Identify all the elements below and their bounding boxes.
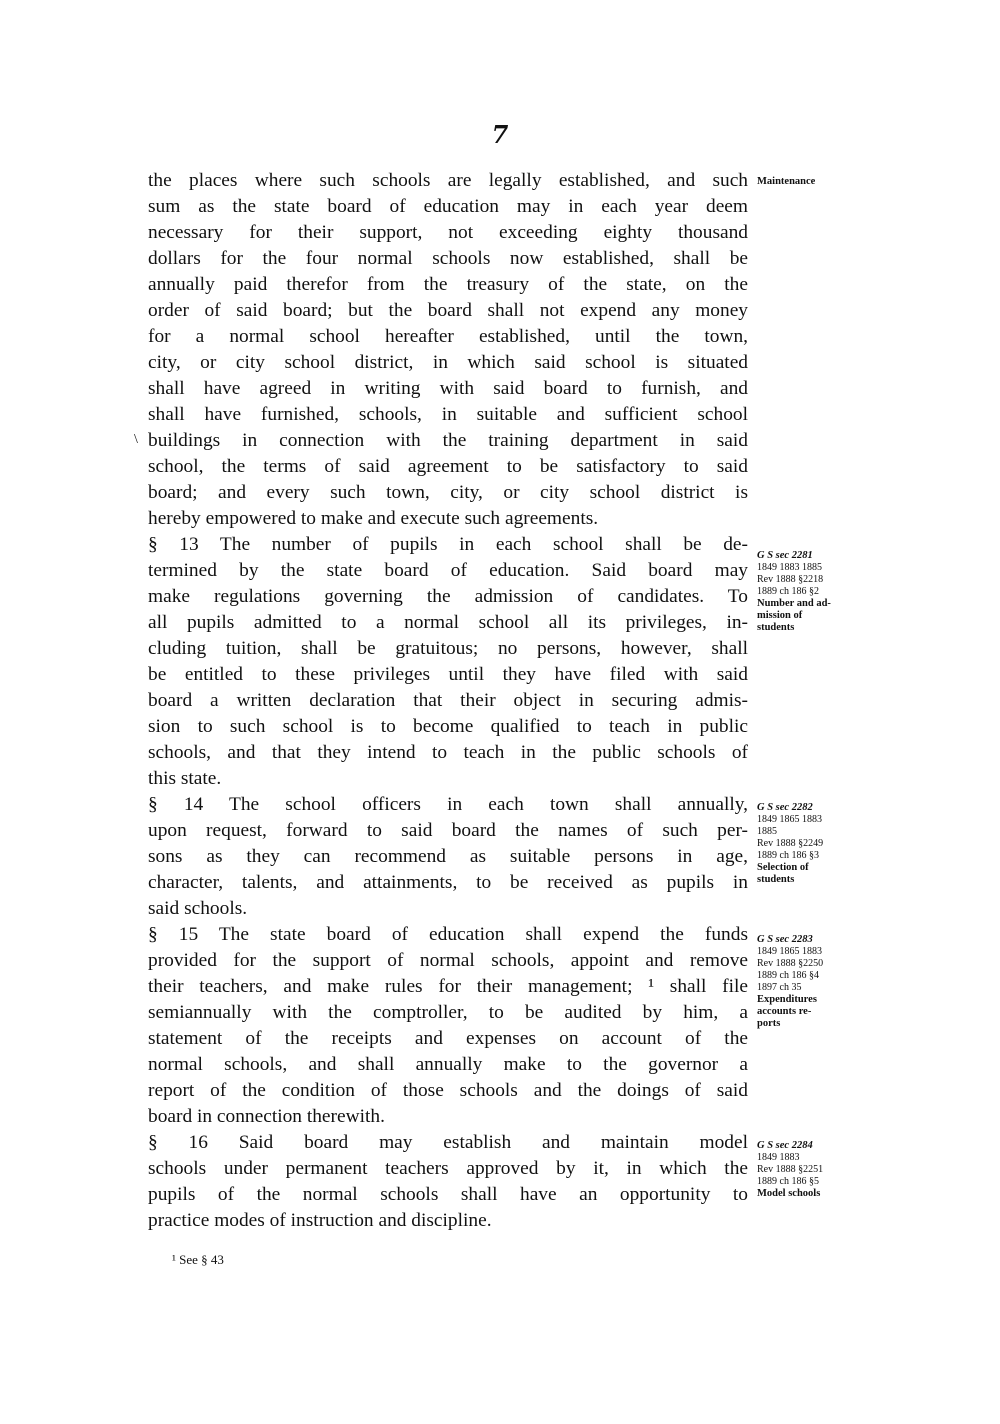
margin-topic: Number and ad-: [757, 598, 831, 609]
margin-cite: Rev 1888 §2250: [757, 958, 824, 969]
body-line: semiannually with the comptroller, to be audited by him, a: [148, 1002, 748, 1023]
margin-topic: Model schools: [757, 1188, 821, 1199]
margin-cite: Rev 1888 §2249: [757, 838, 824, 849]
body-line: character, talents, and attainments, to be received as pupils in: [148, 872, 748, 893]
margin-topic: Maintenance: [757, 176, 816, 187]
margin-cite: Rev 1888 §2218: [757, 574, 824, 585]
body-line: pupils of the normal schools shall have an opportunity to: [148, 1184, 748, 1205]
body-line: buildings in connection with the training department in said: [148, 430, 748, 451]
body-line: all pupils admitted to a normal school all its privileges, in-: [148, 612, 748, 633]
body-line: annually paid therefor from the treasury of the state, on the: [148, 274, 748, 295]
body-line: § 14 The school officers in each town shall annually,: [148, 794, 748, 815]
body-line: shall have furnished, schools, in suitable and sufficient school: [148, 404, 748, 425]
body-line: board in connection therewith.: [148, 1106, 385, 1127]
margin-topic: accounts re-: [757, 1006, 812, 1017]
margin-cite: 1849 1865 1883: [757, 946, 822, 957]
body-line: upon request, forward to said board the names of such per-: [148, 820, 748, 841]
margin-ref: G S sec 2282: [757, 802, 813, 813]
body-line: school, the terms of said agreement to be satisfactory to said: [148, 456, 748, 477]
margin-note-s14: [757, 802, 857, 886]
body-line: sons as they can recommend as suitable persons in age,: [148, 846, 748, 867]
margin-topic: students: [757, 874, 795, 885]
margin-cite: 1889 ch 186 §2: [757, 586, 819, 597]
body-line: § 13 The number of pupils in each school shall be de-: [148, 534, 748, 555]
margin-ref: G S sec 2284: [757, 1140, 813, 1151]
margin-cite: 1849 1865 1883: [757, 814, 822, 825]
margin-ref: G S sec 2283: [757, 934, 813, 945]
margin-topic: Selection of: [757, 862, 809, 873]
margin-topic: mission of: [757, 610, 803, 621]
body-line: be entitled to these privileges until they have filed with said: [148, 664, 748, 685]
body-line: dollars for the four normal schools now established, shall be: [148, 248, 748, 269]
body-line: board; and every such town, city, or city school district is: [148, 482, 748, 503]
stray-mark: \: [134, 432, 138, 447]
body-text: [148, 168, 748, 1234]
margin-ref: G S sec 2281: [757, 550, 813, 561]
body-line: report of the condition of those schools and the doings of said: [148, 1080, 748, 1101]
body-line: termined by the state board of education. Said board may: [148, 560, 748, 581]
body-line: provided for the support of normal schools, appoint and remove: [148, 950, 748, 971]
margin-topic: ports: [757, 1018, 781, 1029]
body-line: statement of the receipts and expenses on account of the: [148, 1028, 748, 1049]
margin-cite: 1897 ch 35: [757, 982, 802, 993]
body-line: said schools.: [148, 898, 248, 919]
body-line: cluding tuition, shall be gratuitous; no persons, however, shall: [148, 638, 748, 659]
body-line: board a written declaration that their object in securing admis-: [148, 690, 748, 711]
body-line: § 16 Said board may establish and maintain model: [148, 1132, 748, 1153]
body-line: necessary for their support, not exceeding eighty thousand: [148, 222, 748, 243]
body-line: for a normal school hereafter established, until the town,: [148, 326, 748, 347]
margin-cite: 1849 1883: [757, 1152, 800, 1163]
body-line: schools under permanent teachers approved by it, in which the: [148, 1158, 748, 1179]
body-line: their teachers, and make rules for their management; ¹ shall file: [148, 976, 748, 997]
body-line: hereby empowered to make and execute such agreements.: [148, 508, 599, 529]
body-line: this state.: [148, 768, 222, 789]
body-line: city, or city school district, in which said school is situated: [148, 352, 748, 373]
body-line: the places where such schools are legally established, and such: [148, 170, 748, 191]
margin-cite: 1849 1883 1885: [757, 562, 822, 573]
body-line: schools, and that they intend to teach in the public schools of: [148, 742, 748, 763]
margin-topic: Expenditures: [757, 994, 817, 1005]
margin-cite: 1885: [757, 826, 777, 837]
body-line: sion to such school is to become qualified to teach in public: [148, 716, 748, 737]
margin-note-s16: [757, 1140, 857, 1200]
body-line: § 15 The state board of education shall expend the funds: [148, 924, 748, 945]
margin-cite: 1889 ch 186 §5: [757, 1176, 819, 1187]
body-line: sum as the state board of education may in each year deem: [148, 196, 748, 217]
footnote: ¹ See § 43: [172, 1252, 224, 1267]
margin-topic: students: [757, 622, 795, 633]
margin-cite: 1889 ch 186 §3: [757, 850, 819, 861]
body-line: order of said board; but the board shall not expend any money: [148, 300, 748, 321]
margin-note-maintenance: [757, 176, 857, 188]
body-line: shall have agreed in writing with said board to furnish, and: [148, 378, 748, 399]
margin-note-s13: [757, 550, 857, 634]
margin-cite: Rev 1888 §2251: [757, 1164, 824, 1175]
margin-cite: 1889 ch 186 §4: [757, 970, 819, 981]
body-line: make regulations governing the admission of candidates. To: [148, 586, 748, 607]
body-line: normal schools, and shall annually make to the governor a: [148, 1054, 748, 1075]
margin-note-s15: [757, 934, 857, 1030]
page-number: 7: [491, 120, 509, 149]
body-line: practice modes of instruction and discipline.: [148, 1210, 492, 1231]
